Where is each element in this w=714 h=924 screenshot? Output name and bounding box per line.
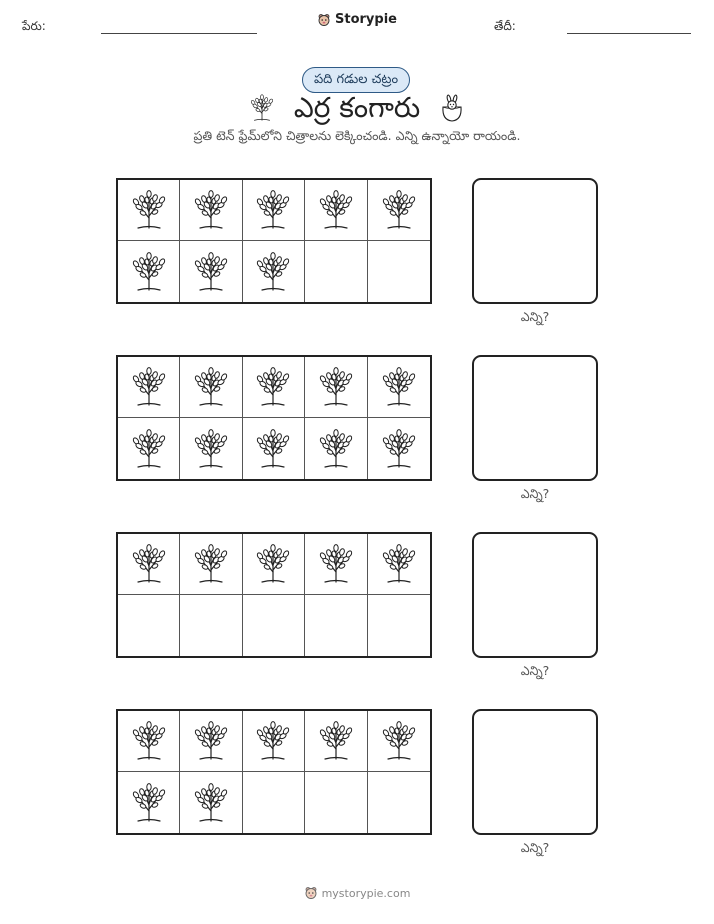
how-many-label-4: ఎన్ని? — [520, 840, 550, 855]
frame-cell — [180, 241, 242, 302]
tree-icon — [191, 781, 231, 825]
how-many-label-2: ఎన్ని? — [520, 486, 550, 501]
tree-icon — [129, 250, 169, 294]
frame-cell — [368, 595, 430, 656]
frame-cell — [368, 711, 430, 772]
answer-box-4[interactable] — [472, 709, 598, 835]
brand-logo — [0, 12, 714, 31]
date-line[interactable] — [567, 33, 691, 34]
tree-icon — [191, 719, 231, 763]
tree-icon — [379, 719, 419, 763]
tree-icon — [129, 719, 169, 763]
tree-icon — [316, 719, 356, 763]
frame-cell — [243, 595, 305, 656]
frame-cell — [180, 711, 242, 772]
page-title: ఎర్ర కంగారు — [293, 91, 421, 124]
date-label: తేదీ: — [494, 19, 516, 33]
kangaroo-icon — [439, 93, 465, 123]
footer — [0, 886, 714, 903]
frame-cell — [118, 357, 180, 418]
tree-icon — [129, 365, 169, 409]
frame-cell — [305, 241, 367, 302]
how-many-label-3: ఎన్ని? — [520, 663, 550, 678]
tree-icon — [253, 427, 293, 471]
footer-site: mystorypie.com — [321, 886, 411, 900]
frame-cell — [118, 534, 180, 595]
tree-icon — [253, 542, 293, 586]
name-label: పేరు: — [22, 19, 46, 33]
frame-cell — [180, 772, 242, 833]
frame-cell — [305, 595, 367, 656]
tree-icon — [316, 188, 356, 232]
frame-cell — [243, 534, 305, 595]
tree-icon — [191, 188, 231, 232]
frame-cell — [118, 711, 180, 772]
ten-frame-2 — [116, 355, 432, 481]
frame-cell — [368, 418, 430, 479]
tree-icon — [129, 781, 169, 825]
frame-cell — [368, 241, 430, 302]
frame-cell — [305, 534, 367, 595]
tree-icon — [379, 365, 419, 409]
ten-frame-1 — [116, 178, 432, 304]
frame-cell — [118, 772, 180, 833]
tree-icon — [316, 542, 356, 586]
frame-cell — [180, 180, 242, 241]
frame-cell — [243, 180, 305, 241]
frame-cell — [118, 180, 180, 241]
tree-icon — [129, 542, 169, 586]
tree-icon — [253, 188, 293, 232]
frame-cell — [180, 534, 242, 595]
answer-box-3[interactable] — [472, 532, 598, 658]
tree-icon — [379, 542, 419, 586]
tree-icon — [191, 542, 231, 586]
answer-box-2[interactable] — [472, 355, 598, 481]
tree-icon — [379, 427, 419, 471]
frame-cell — [368, 534, 430, 595]
frame-cell — [180, 595, 242, 656]
mascot-icon — [304, 886, 318, 900]
frame-cell — [180, 357, 242, 418]
frame-cell — [305, 711, 367, 772]
frame-cell — [118, 418, 180, 479]
tree-icon — [253, 365, 293, 409]
tree-icon — [129, 427, 169, 471]
frame-cell — [118, 241, 180, 302]
tree-icon — [253, 250, 293, 294]
tree-icon — [191, 427, 231, 471]
frame-cell — [243, 241, 305, 302]
tree-icon — [191, 250, 231, 294]
tree-icon — [129, 188, 169, 232]
frame-cell — [243, 357, 305, 418]
frame-cell — [243, 711, 305, 772]
tree-icon — [253, 719, 293, 763]
worksheet-type-badge: పది గడుల చట్రం — [302, 67, 410, 93]
ten-frame-4 — [116, 709, 432, 835]
frame-cell — [305, 772, 367, 833]
frame-cell — [243, 772, 305, 833]
tree-icon — [316, 365, 356, 409]
frame-cell — [305, 418, 367, 479]
ten-frame-3 — [116, 532, 432, 658]
frame-cell — [368, 772, 430, 833]
frame-cell — [368, 180, 430, 241]
answer-box-1[interactable] — [472, 178, 598, 304]
frame-cell — [305, 357, 367, 418]
how-many-label-1: ఎన్ని? — [520, 309, 550, 324]
name-line[interactable] — [101, 33, 257, 34]
tree-icon — [191, 365, 231, 409]
frame-cell — [118, 595, 180, 656]
frame-cell — [305, 180, 367, 241]
frame-cell — [243, 418, 305, 479]
tree-icon — [316, 427, 356, 471]
frame-cell — [180, 418, 242, 479]
brand-name: Storypie — [335, 12, 397, 27]
instructions: ప్రతి టెన్ ఫ్రేమ్‌లోని చిత్రాలను లెక్కించండి. ఎన్ని ఉన్నాయో రాయండి. — [193, 128, 521, 143]
frame-cell — [368, 357, 430, 418]
mascot-icon — [317, 13, 331, 27]
tree-icon — [379, 188, 419, 232]
